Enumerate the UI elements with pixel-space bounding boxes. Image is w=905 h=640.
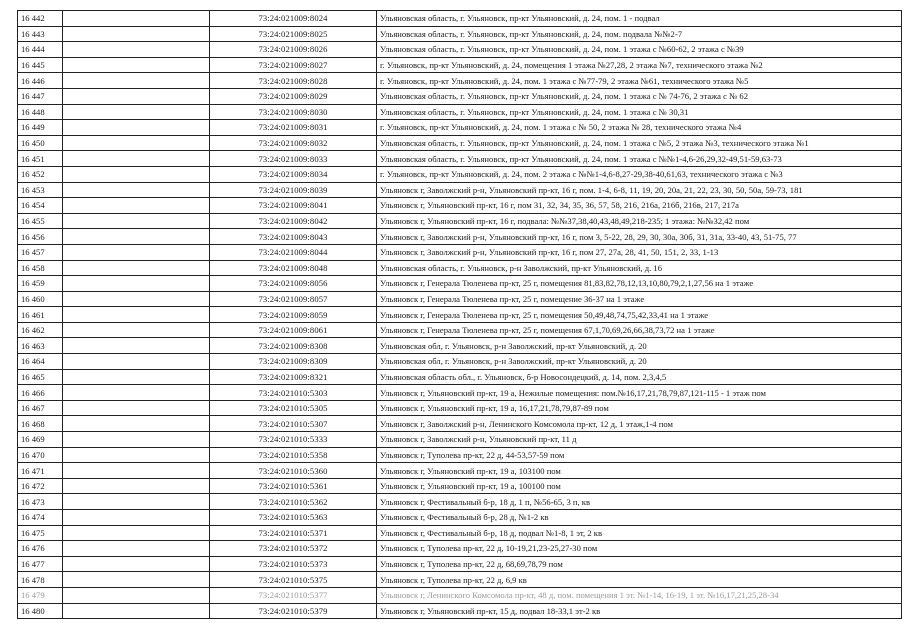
address-cell: Ульяновская обл, г. Ульяновск, р-н Заволжский, пр-кт Ульяновский, д. 20 — [377, 338, 902, 354]
cadastral-number-cell: 73:24:021010:5371 — [210, 525, 377, 541]
table-row — [18, 385, 902, 401]
row-number-cell: 16 474 — [18, 510, 63, 526]
address-cell: Ульяновск г, Туполева пр-кт, 22 д, 6,9 кв — [377, 572, 902, 588]
table-row — [18, 120, 902, 136]
address-cell: Ульяновск г, Ленинского Комсомола пр-кт, 48 д, пом. помещения 1 эт. №1-14, 16-19, 1 эт. №16,17,21,25,28-34 — [377, 587, 902, 603]
empty-cell — [63, 572, 210, 588]
row-number-cell: 16 466 — [18, 385, 63, 401]
empty-cell — [63, 603, 210, 619]
row-number-cell: 16 480 — [18, 603, 63, 619]
table-row — [18, 369, 902, 385]
row-number-cell: 16 453 — [18, 182, 63, 198]
empty-cell — [63, 229, 210, 245]
address-cell: г. Ульяновск, пр-кт Ульяновский, д. 24, помещения 1 этажа №27,28, 2 этажа №7, технического этажа №2 — [377, 57, 902, 73]
table-row — [18, 525, 902, 541]
table-row — [18, 416, 902, 432]
table-row — [18, 244, 902, 260]
row-number-cell: 16 461 — [18, 307, 63, 323]
cadastral-number-cell: 73:24:021010:5377 — [210, 587, 377, 603]
empty-cell — [63, 322, 210, 338]
cadastral-number-cell: 73:24:021009:8027 — [210, 57, 377, 73]
cadastral-number-cell: 73:24:021009:8059 — [210, 307, 377, 323]
table-row — [18, 42, 902, 58]
address-cell: Ульяновская обл, г. Ульяновск, р-н Заволжский, пр-кт Ульяновский, д. 20 — [377, 354, 902, 370]
table-row — [18, 182, 902, 198]
empty-cell — [63, 57, 210, 73]
row-number-cell: 16 465 — [18, 369, 63, 385]
table-row — [18, 307, 902, 323]
row-number-cell: 16 443 — [18, 26, 63, 42]
empty-cell — [63, 354, 210, 370]
cadastral-number-cell: 73:24:021010:5360 — [210, 463, 377, 479]
table-row — [18, 88, 902, 104]
table-row — [18, 541, 902, 557]
row-number-cell: 16 442 — [18, 11, 63, 27]
row-number-cell: 16 449 — [18, 120, 63, 136]
row-number-cell: 16 470 — [18, 447, 63, 463]
cadastral-number-cell: 73:24:021009:8028 — [210, 73, 377, 89]
empty-cell — [63, 104, 210, 120]
cadastral-number-cell: 73:24:021009:8032 — [210, 135, 377, 151]
empty-cell — [63, 463, 210, 479]
row-number-cell: 16 476 — [18, 541, 63, 557]
empty-cell — [63, 369, 210, 385]
register-table — [17, 10, 902, 619]
address-cell: Ульяновск г, Ульяновский пр-кт, 19 а, 100100 пом — [377, 478, 902, 494]
address-cell: Ульяновск г, Генерала Тюленева пр-кт, 25 г, помещения 50,49,48,74,75,42,33,41 на 1 этаже — [377, 307, 902, 323]
cadastral-number-cell: 73:24:021010:5333 — [210, 432, 377, 448]
empty-cell — [63, 385, 210, 401]
address-cell: Ульяновская область обл., г. Ульяновск, б-р Новосондецкий, д. 14, пом. 2,3,4,5 — [377, 369, 902, 385]
empty-cell — [63, 291, 210, 307]
cadastral-number-cell: 73:24:021009:8029 — [210, 88, 377, 104]
row-number-cell: 16 454 — [18, 198, 63, 214]
row-number-cell: 16 478 — [18, 572, 63, 588]
table-row — [18, 572, 902, 588]
address-cell: Ульяновск г, Ульяновский пр-кт, 15 д, подвал 18-33,1 эт-2 кв — [377, 603, 902, 619]
table-row — [18, 166, 902, 182]
table-row — [18, 73, 902, 89]
empty-cell — [63, 11, 210, 27]
empty-cell — [63, 73, 210, 89]
empty-cell — [63, 525, 210, 541]
address-cell: Ульяновск г, Ульяновский пр-кт, 19 а, 16,17,21,78,79,87-89 пом — [377, 400, 902, 416]
address-cell: Ульяновск г, Фестивальный б-р, 18 д, 1 п, №56-65, 3 п, кв — [377, 494, 902, 510]
address-cell: Ульяновская область, г. Ульяновск, пр-кт Ульяновский, д. 24, пом. 1 - подвал — [377, 11, 902, 27]
empty-cell — [63, 213, 210, 229]
row-number-cell: 16 445 — [18, 57, 63, 73]
address-cell: г. Ульяновск, пр-кт Ульяновский, д. 24, пом. 1 этажа с №77-79, 2 этажа №61, технического этажа №5 — [377, 73, 902, 89]
address-cell: Ульяновская область, г. Ульяновск, пр-кт Ульяновский, д. 24, пом. 1 этажа с № 74-76, 2 этажа с № 62 — [377, 88, 902, 104]
empty-cell — [63, 120, 210, 136]
cadastral-number-cell: 73:24:021010:5307 — [210, 416, 377, 432]
cadastral-number-cell: 73:24:021009:8030 — [210, 104, 377, 120]
cadastral-number-cell: 73:24:021009:8309 — [210, 354, 377, 370]
cadastral-number-cell: 73:24:021009:8031 — [210, 120, 377, 136]
table-row — [18, 432, 902, 448]
cadastral-number-cell: 73:24:021010:5303 — [210, 385, 377, 401]
row-number-cell: 16 448 — [18, 104, 63, 120]
cadastral-number-cell: 73:24:021009:8056 — [210, 276, 377, 292]
empty-cell — [63, 260, 210, 276]
empty-cell — [63, 166, 210, 182]
empty-cell — [63, 416, 210, 432]
address-cell: Ульяновск г, Ульяновский пр-кт, 19 а, Нежилые помещения: пом.№16,17,21,78,79,87,121-115 - 1 этаж пом — [377, 385, 902, 401]
table-row — [18, 603, 902, 619]
empty-cell — [63, 432, 210, 448]
row-number-cell: 16 463 — [18, 338, 63, 354]
address-cell: Ульяновск г, Генерала Тюленева пр-кт, 25 г, помещения 81,83,82,78,12,13,10,80,79,2,1,27,56 на 1 этаже — [377, 276, 902, 292]
cadastral-number-cell: 73:24:021009:8024 — [210, 11, 377, 27]
row-number-cell: 16 447 — [18, 88, 63, 104]
table-row — [18, 135, 902, 151]
table-row — [18, 198, 902, 214]
address-cell: Ульяновск г, Генерала Тюленева пр-кт, 25 г, помещения 67,1,70,69,26,66,38,73,72 на 1 этаже — [377, 322, 902, 338]
empty-cell — [63, 135, 210, 151]
cadastral-number-cell: 73:24:021010:5361 — [210, 478, 377, 494]
table-row — [18, 354, 902, 370]
table-row — [18, 400, 902, 416]
empty-cell — [63, 42, 210, 58]
cadastral-number-cell: 73:24:021010:5372 — [210, 541, 377, 557]
table-row — [18, 463, 902, 479]
row-number-cell: 16 451 — [18, 151, 63, 167]
cadastral-number-cell: 73:24:021009:8042 — [210, 213, 377, 229]
row-number-cell: 16 457 — [18, 244, 63, 260]
address-cell: Ульяновск г, Туполева пр-кт, 22 д, 44-53,57-59 пом — [377, 447, 902, 463]
address-cell: Ульяновск г, Фестивальный б-р, 18 д, подвал №1-8, 1 эт, 2 кв — [377, 525, 902, 541]
address-cell: г. Ульяновск, пр-кт Ульяновский, д. 24, пом. 2 этажа с №№1-4,6-8,27-29,38-40,61,63, технического этажа с №3 — [377, 166, 902, 182]
empty-cell — [63, 587, 210, 603]
table-row — [18, 104, 902, 120]
table-row — [18, 26, 902, 42]
row-number-cell: 16 469 — [18, 432, 63, 448]
empty-cell — [63, 307, 210, 323]
cadastral-number-cell: 73:24:021009:8308 — [210, 338, 377, 354]
empty-cell — [63, 510, 210, 526]
row-number-cell: 16 473 — [18, 494, 63, 510]
cadastral-number-cell: 73:24:021009:8321 — [210, 369, 377, 385]
table-row — [18, 276, 902, 292]
empty-cell — [63, 26, 210, 42]
address-cell: Ульяновск г, Фестивальный б-р, 28 д, №1-2 кв — [377, 510, 902, 526]
cadastral-number-cell: 73:24:021009:8043 — [210, 229, 377, 245]
table-row — [18, 510, 902, 526]
address-cell: Ульяновск г, Заволжский р-н, Ульяновский пр-кт, 16 г, пом. 1-4, 6-8, 11, 19, 20, 20а, 21, 22, 23, 30, 50, 50а, 59-73, 181 — [377, 182, 902, 198]
cadastral-number-cell: 73:24:021010:5358 — [210, 447, 377, 463]
address-cell: Ульяновск г, Ульяновский пр-кт, 16 г, пом 31, 32, 34, 35, 36, 57, 58, 216, 216а, 216б, 216в, 217, 217а — [377, 198, 902, 214]
cadastral-number-cell: 73:24:021010:5379 — [210, 603, 377, 619]
address-cell: Ульяновск г, Ульяновский пр-кт, 19 а, 103100 пом — [377, 463, 902, 479]
address-cell: Ульяновск г, Заволжский р-н, Ульяновский пр-кт, 11 д — [377, 432, 902, 448]
table-row — [18, 556, 902, 572]
table-row — [18, 57, 902, 73]
row-number-cell: 16 472 — [18, 478, 63, 494]
row-number-cell: 16 459 — [18, 276, 63, 292]
address-cell: Ульяновская область, г. Ульяновск, пр-кт Ульяновский, д. 24, пом. 1 этажа с №60-62, 2 этажа с №39 — [377, 42, 902, 58]
empty-cell — [63, 400, 210, 416]
row-number-cell: 16 471 — [18, 463, 63, 479]
cadastral-number-cell: 73:24:021009:8041 — [210, 198, 377, 214]
empty-cell — [63, 541, 210, 557]
empty-cell — [63, 151, 210, 167]
table-row — [18, 587, 902, 603]
row-number-cell: 16 477 — [18, 556, 63, 572]
empty-cell — [63, 494, 210, 510]
cadastral-number-cell: 73:24:021009:8025 — [210, 26, 377, 42]
table-row — [18, 213, 902, 229]
cadastral-number-cell: 73:24:021010:5305 — [210, 400, 377, 416]
document-page — [17, 10, 887, 619]
cadastral-number-cell: 73:24:021010:5373 — [210, 556, 377, 572]
row-number-cell: 16 450 — [18, 135, 63, 151]
address-cell: Ульяновская область, г. Ульяновск, р-н Заволжский, пр-кт Ульяновский, д. 16 — [377, 260, 902, 276]
cadastral-number-cell: 73:24:021009:8057 — [210, 291, 377, 307]
address-cell: Ульяновск г, Заволжский р-н, Ульяновский пр-кт, 16 г, пом 3, 5-22, 28, 29, 30, 30а, 30б, 31, 31а, 33-40, 43, 51-75, 77 — [377, 229, 902, 245]
address-cell: Ульяновская область, г. Ульяновск, пр-кт Ульяновский, д. 24, пом. подвала №№2-7 — [377, 26, 902, 42]
row-number-cell: 16 479 — [18, 587, 63, 603]
cadastral-number-cell: 73:24:021009:8034 — [210, 166, 377, 182]
cadastral-number-cell: 73:24:021010:5362 — [210, 494, 377, 510]
empty-cell — [63, 88, 210, 104]
cadastral-number-cell: 73:24:021010:5375 — [210, 572, 377, 588]
cadastral-number-cell: 73:24:021009:8033 — [210, 151, 377, 167]
row-number-cell: 16 458 — [18, 260, 63, 276]
empty-cell — [63, 478, 210, 494]
cadastral-number-cell: 73:24:021010:5363 — [210, 510, 377, 526]
row-number-cell: 16 462 — [18, 322, 63, 338]
table-row — [18, 494, 902, 510]
empty-cell — [63, 182, 210, 198]
row-number-cell: 16 464 — [18, 354, 63, 370]
row-number-cell: 16 468 — [18, 416, 63, 432]
table-row — [18, 11, 902, 27]
row-number-cell: 16 444 — [18, 42, 63, 58]
empty-cell — [63, 276, 210, 292]
address-cell: Ульяновск г, Генерала Тюленева пр-кт, 25 г, помещение 36-37 на 1 этаже — [377, 291, 902, 307]
table-row — [18, 151, 902, 167]
address-cell: Ульяновск г, Туполева пр-кт, 22 д, 68,69,78,79 пом — [377, 556, 902, 572]
cadastral-number-cell: 73:24:021009:8039 — [210, 182, 377, 198]
row-number-cell: 16 456 — [18, 229, 63, 245]
cadastral-number-cell: 73:24:021009:8048 — [210, 260, 377, 276]
table-row — [18, 322, 902, 338]
table-row — [18, 338, 902, 354]
table-row — [18, 260, 902, 276]
address-cell: Ульяновск г, Заволжский р-н, Ленинского Комсомола пр-кт, 12 д, 1 этаж,1-4 пом — [377, 416, 902, 432]
address-cell: г. Ульяновск, пр-кт Ульяновский, д. 24, пом. 1 этажа с № 50, 2 этажа № 28, технического этажа №4 — [377, 120, 902, 136]
empty-cell — [63, 244, 210, 260]
table-row — [18, 447, 902, 463]
address-cell: Ульяновская область, г. Ульяновск, пр-кт Ульяновский, д. 24, пом. 1 этажа с № 30,31 — [377, 104, 902, 120]
address-cell: Ульяновск г, Туполева пр-кт, 22 д, 10-19,21,23-25,27-30 пом — [377, 541, 902, 557]
row-number-cell: 16 460 — [18, 291, 63, 307]
cadastral-number-cell: 73:24:021009:8044 — [210, 244, 377, 260]
row-number-cell: 16 467 — [18, 400, 63, 416]
empty-cell — [63, 556, 210, 572]
address-cell: Ульяновская область, г. Ульяновск, пр-кт Ульяновский, д. 24, пом. 1 этажа с №№1-4,6-26,29,32-49,51-59,63-73 — [377, 151, 902, 167]
register-table-body — [18, 11, 902, 619]
table-row — [18, 229, 902, 245]
cadastral-number-cell: 73:24:021009:8061 — [210, 322, 377, 338]
empty-cell — [63, 198, 210, 214]
address-cell: Ульяновск г, Заволжский р-н, Ульяновский пр-кт, 16 г, пом 27, 27а, 28, 41, 50, 151, 2, 33, 1-13 — [377, 244, 902, 260]
table-row — [18, 478, 902, 494]
row-number-cell: 16 446 — [18, 73, 63, 89]
address-cell: Ульяновская область, г. Ульяновск, пр-кт Ульяновский, д. 24, пом. 1 этажа с №5, 2 этажа №3, технического этажа №1 — [377, 135, 902, 151]
row-number-cell: 16 455 — [18, 213, 63, 229]
row-number-cell: 16 475 — [18, 525, 63, 541]
empty-cell — [63, 447, 210, 463]
empty-cell — [63, 338, 210, 354]
address-cell: Ульяновск г, Ульяновский пр-кт, 16 г, подвала: №№37,38,40,43,48,49,218-235; 1 этажа: №№32,42 пом — [377, 213, 902, 229]
table-row — [18, 291, 902, 307]
row-number-cell: 16 452 — [18, 166, 63, 182]
cadastral-number-cell: 73:24:021009:8026 — [210, 42, 377, 58]
